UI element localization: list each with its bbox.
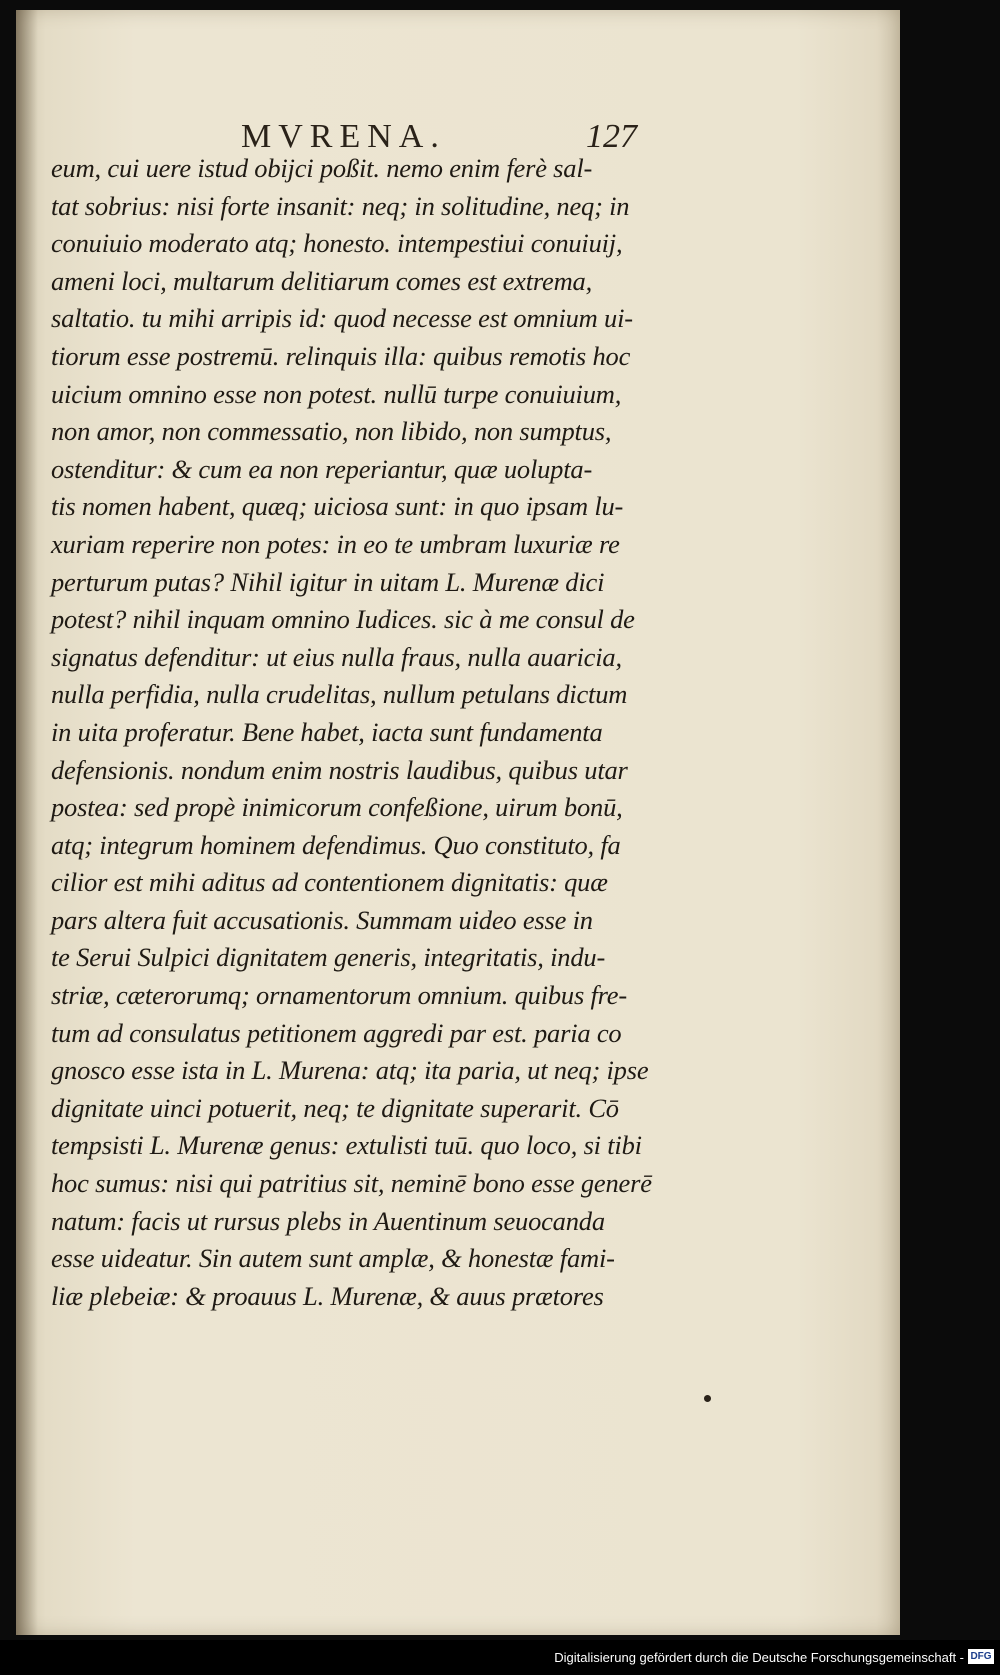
text-line: natum: facis ut rursus plebs in Auentinum seuocanda	[51, 1205, 605, 1236]
text-line: eum, cui uere istud obijci poßit. nemo enim ferè sal-	[51, 153, 593, 183]
dfg-logo: DFG	[968, 1649, 994, 1664]
page-gutter-shadow	[16, 10, 38, 1635]
text-line: non amor, non commessatio, non libido, non sumptus,	[51, 416, 612, 447]
text-line: tiorum esse postremū. relinquis illa: quibus remotis hoc	[51, 340, 631, 371]
text-line: defensionis. nondum enim nostris laudibus, quibus utar	[51, 754, 628, 785]
text-line: postea: sed propè inimicorum confeßione, uirum bonū,	[51, 792, 623, 823]
text-line: ameni loci, multarum delitiarum comes est extrema,	[51, 265, 593, 296]
text-line: signatus defenditur: ut eius nulla fraus, nulla auaricia,	[51, 641, 622, 672]
text-line: liæ plebeiæ: & proauus L. Murenæ, & auus prætores	[51, 1280, 604, 1311]
text-line: te Serui Sulpici dignitatem generis, integritatis, indu-	[51, 942, 606, 973]
text-line: nulla perfidia, nulla crudelitas, nullum petulans dictum	[51, 679, 628, 710]
text-line: tempsisti L. Murenæ genus: extulisti tuū. quo loco, si tibi	[51, 1130, 642, 1161]
text-line: tis nomen habent, quæq; uiciosa sunt: in quo ipsam lu-	[51, 491, 624, 522]
page-number: 127	[586, 118, 637, 155]
text-line: conuiuio moderato atq; honesto. intempestiui conuiuij,	[51, 228, 623, 259]
text-line: esse uideatur. Sin autem sunt amplæ, & honestæ fami-	[51, 1243, 615, 1274]
book-page	[16, 10, 900, 1635]
body-text	[51, 150, 691, 1315]
text-line: pars altera fuit accusationis. Summam uideo esse in	[51, 904, 593, 935]
text-line: tum ad consulatus petitionem aggredi par est. paria co	[51, 1017, 622, 1048]
text-line: gnosco esse ista in L. Murena: atq; ita paria, ut neq; ipse	[51, 1055, 649, 1086]
text-line: xuriam reperire non potes: in eo te umbram luxuriæ re	[51, 528, 620, 559]
funding-credit: Digitalisierung gefördert durch die Deutsche Forschungsgemeinschaft -	[554, 1650, 964, 1665]
text-line: in uita proferatur. Bene habet, iacta sunt fundamenta	[51, 716, 603, 747]
text-line: striæ, cæterorumq; ornamentorum omnium. quibus fre-	[51, 980, 627, 1011]
text-line: cilior est mihi aditus ad contentionem dignitatis: quæ	[51, 867, 608, 898]
footer-bar	[0, 1640, 1000, 1675]
text-line: potest? nihil inquam omnino Iudices. sic à me consul de	[51, 604, 635, 635]
ink-dot	[704, 1395, 711, 1402]
text-line: dignitate uinci potuerit, neq; te dignitate superarit. Cō	[51, 1092, 619, 1123]
running-title: MVRENA.	[241, 118, 446, 155]
text-line: perturum putas? Nihil igitur in uitam L. Murenæ dici	[51, 566, 605, 597]
text-line: ostenditur: & cum ea non reperiantur, quæ uolupta-	[51, 453, 593, 484]
text-line: saltatio. tu mihi arripis id: quod necesse est omnium ui-	[51, 303, 633, 334]
text-line: uicium omnino esse non potest. nullū turpe conuiuium,	[51, 378, 622, 409]
text-line: tat sobrius: nisi forte insanit: neq; in solitudine, neq; in	[51, 190, 630, 221]
text-line: hoc sumus: nisi qui patritius sit, neminē bono esse generē	[51, 1168, 652, 1199]
text-line: atq; integrum hominem defendimus. Quo constituto, fa	[51, 829, 621, 860]
